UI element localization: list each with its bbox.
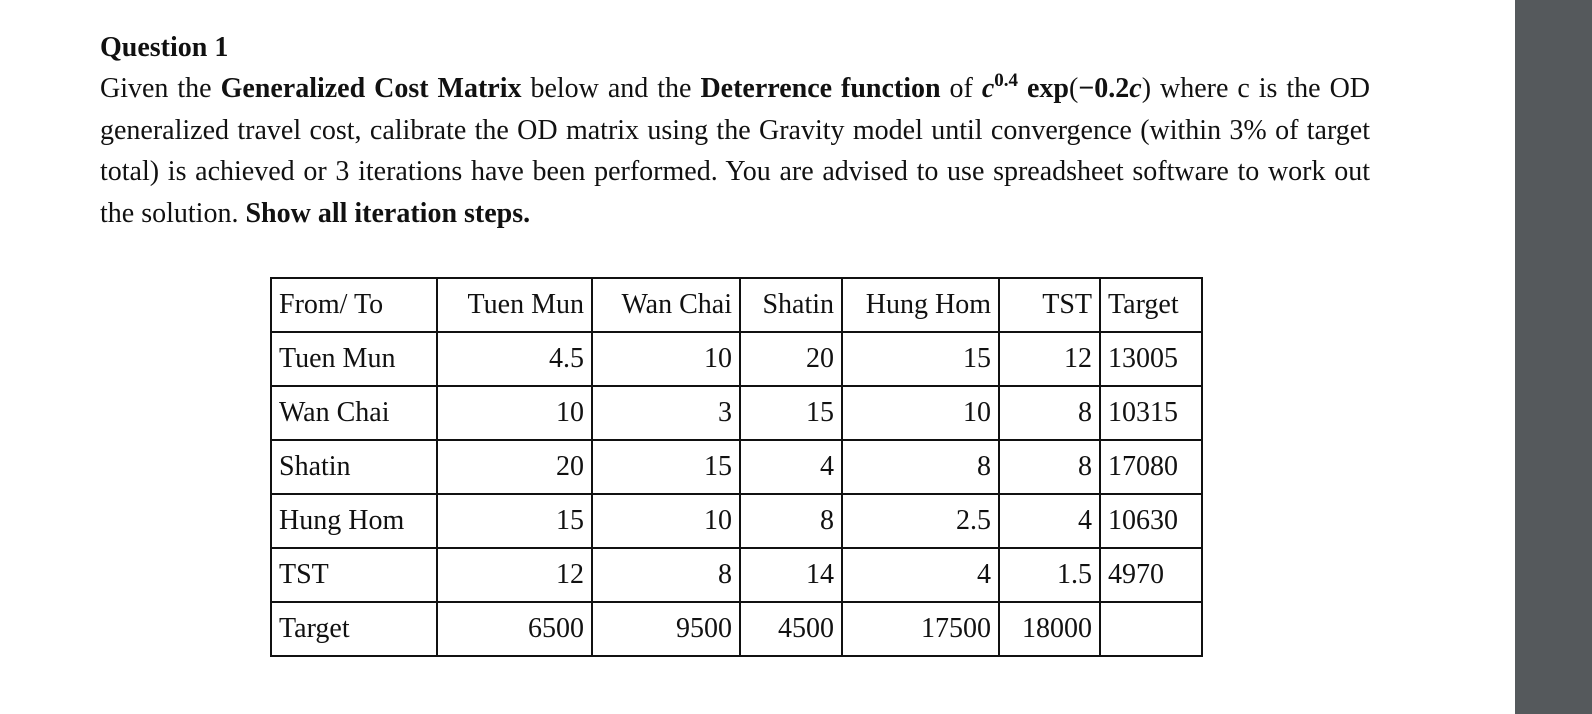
cost-matrix-table (270, 277, 1203, 657)
cost-cell: 8 (842, 440, 999, 494)
empty-cell (1100, 602, 1202, 656)
target-cell: 10630 (1100, 494, 1202, 548)
table-row (271, 494, 1202, 548)
document-page (100, 28, 1370, 234)
cost-cell: 12 (437, 548, 592, 602)
cost-cell: 8 (740, 494, 842, 548)
deterrence-formula (981, 70, 1152, 104)
table-row (271, 440, 1202, 494)
cost-cell: 15 (740, 386, 842, 440)
target-cell: 17080 (1100, 440, 1202, 494)
target-cell: 6500 (437, 602, 592, 656)
cost-cell: 15 (592, 440, 740, 494)
row-label: Shatin (271, 440, 437, 494)
header-cell: Hung Hom (842, 278, 999, 332)
target-cell: 9500 (592, 602, 740, 656)
bold-instruction: Show all iteration steps. (245, 197, 531, 229)
row-label: Wan Chai (271, 386, 437, 440)
table-row (271, 548, 1202, 602)
header-cell: Wan Chai (592, 278, 740, 332)
cost-cell: 20 (437, 440, 592, 494)
formula-open-paren: ( (1068, 73, 1079, 104)
row-label: Hung Hom (271, 494, 437, 548)
row-label: Target (271, 602, 437, 656)
row-label: Tuen Mun (271, 332, 437, 386)
cost-cell: 12 (999, 332, 1100, 386)
cost-cell: 8 (999, 386, 1100, 440)
table-row (271, 602, 1202, 656)
cost-cell: 3 (592, 386, 740, 440)
formula-variable: c (981, 73, 995, 104)
formula-exponent: 0.4 (994, 70, 1019, 91)
cost-cell: 10 (592, 332, 740, 386)
target-cell: 4500 (740, 602, 842, 656)
cost-cell: 10 (437, 386, 592, 440)
target-cell: 17500 (842, 602, 999, 656)
target-cell: 10315 (1100, 386, 1202, 440)
header-cell: TST (999, 278, 1100, 332)
formula-close-paren: ) (1141, 73, 1152, 104)
cost-cell: 10 (592, 494, 740, 548)
cost-cell: 15 (437, 494, 592, 548)
cost-cell: 8 (999, 440, 1100, 494)
cost-cell: 4 (999, 494, 1100, 548)
text-segment: where c is the OD generalized travel cost, calibrate the OD matrix using the Gravity model until convergence (within 3% of target total) is achieved or 3 iterations have been performed. You are advised to use spreadsheet software to work out the solution. (100, 73, 1371, 229)
question-text (100, 68, 1370, 234)
cost-cell: 15 (842, 332, 999, 386)
formula-variable-2: c (1129, 73, 1142, 104)
cost-cell: 8 (592, 548, 740, 602)
header-cell: Tuen Mun (437, 278, 592, 332)
text-segment: below and the (521, 73, 701, 104)
cost-cell: 4 (842, 548, 999, 602)
target-cell: 4970 (1100, 548, 1202, 602)
cost-cell: 4.5 (437, 332, 592, 386)
formula-function: exp (1018, 73, 1069, 104)
header-cell: Shatin (740, 278, 842, 332)
formula-coefficient: −0.2 (1078, 73, 1130, 104)
target-cell: 18000 (999, 602, 1100, 656)
cost-cell: 4 (740, 440, 842, 494)
cost-cell: 10 (842, 386, 999, 440)
header-cell: From/ To (271, 278, 437, 332)
table-row (271, 332, 1202, 386)
cost-cell: 20 (740, 332, 842, 386)
text-segment: Given the (100, 73, 221, 104)
header-cell: Target (1100, 278, 1202, 332)
table-row (271, 386, 1202, 440)
cost-cell: 1.5 (999, 548, 1100, 602)
target-cell: 13005 (1100, 332, 1202, 386)
viewer-side-panel (1515, 0, 1592, 714)
cost-cell: 2.5 (842, 494, 999, 548)
cost-cell: 14 (740, 548, 842, 602)
question-heading: Question 1 (100, 32, 229, 63)
row-label: TST (271, 548, 437, 602)
bold-term-deterrence: Deterrence function (700, 73, 941, 104)
bold-term-cost-matrix: Generalized Cost Matrix (220, 73, 522, 104)
text-segment: of (940, 73, 982, 104)
table-header-row (271, 278, 1202, 332)
